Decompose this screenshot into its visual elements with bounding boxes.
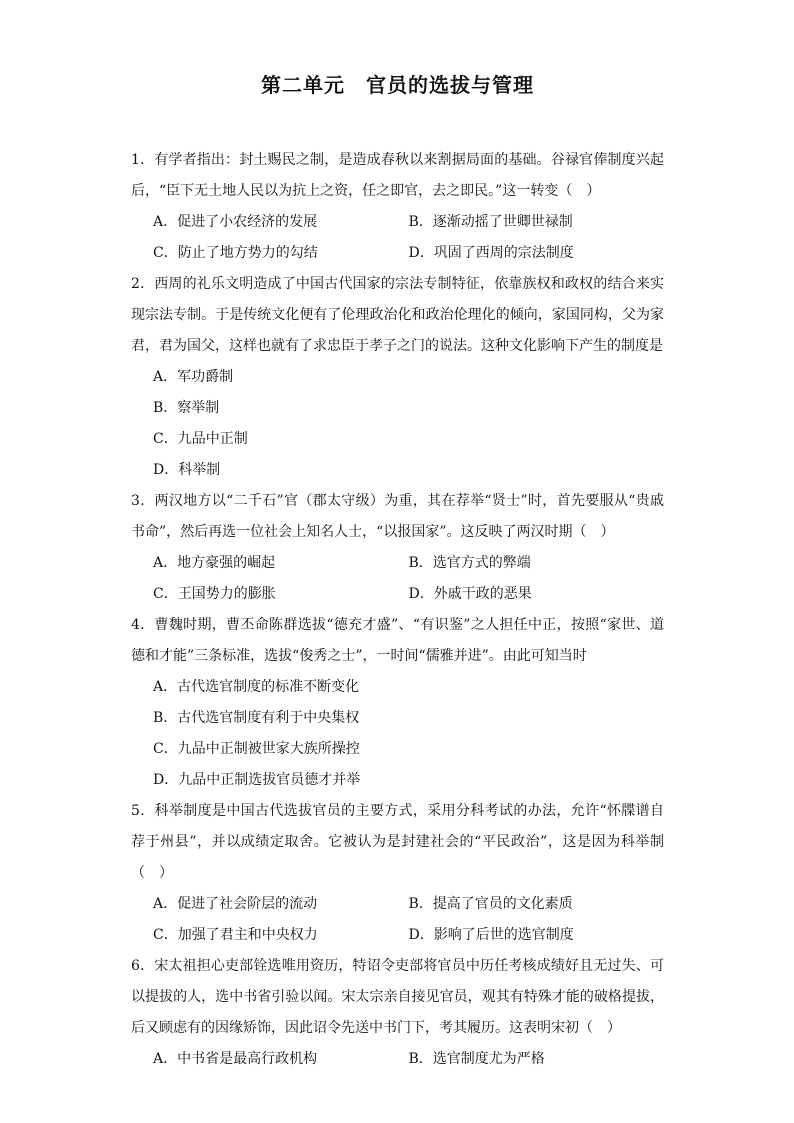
option-c: C．加强了君主和中央权力: [153, 927, 318, 943]
option-b: B．逐渐动摇了世卿世禄制: [408, 214, 573, 230]
option-row: [153, 1044, 664, 1075]
option-b: B．选官制度尤为严格: [408, 1051, 545, 1067]
option-b: B．古代选官制度有利于中央集权: [153, 710, 360, 726]
option-d: D．外戚干政的恶果: [408, 586, 532, 602]
option-row: [153, 207, 664, 238]
option-b: B．提高了官员的文化素质: [408, 896, 573, 912]
option-d: D．科举制: [153, 462, 221, 478]
option-row: [153, 548, 664, 579]
question-2: [131, 269, 664, 486]
option-a: A．促进了社会阶层的流动: [153, 896, 318, 912]
option-c: C．防止了地方势力的勾结: [153, 245, 318, 261]
option-a: A．军功爵制: [153, 369, 234, 385]
question-4: [131, 610, 664, 796]
option-d: D．巩固了西周的宗法制度: [408, 245, 574, 261]
options: [131, 1044, 664, 1075]
option-c: C．九品中正制被世家大族所操控: [153, 741, 360, 757]
option-row: [153, 579, 664, 610]
option-b: B．察举制: [153, 400, 220, 416]
option-a: A．促进了小农经济的发展: [153, 214, 318, 230]
question-stem: 2．西周的礼乐文明造成了中国古代国家的宗法专制特征，依靠族权和政权的结合来实现宗法专制。于是传统文化便有了伦理政治化和政治伦理化的倾向，家国同构，父为家君，君为国父，这样也就有了求忠臣于孝子之门的说法。这种文化影响下产生的制度是: [131, 276, 664, 354]
option-c: C．王国势力的膨胀: [153, 586, 276, 602]
question-stem: 6．宋太祖担心吏部铨选唯用资历，特诏令吏部将官员中历任考核成绩好且无过失、可以提拔的人，选中书省引验以闻。宋太宗亲自接见官员，观其有特殊才能的破格提拔，后又顾虑有的因缘矫饰，因此诏令先送中书门下，考其履历。这表明宋初（ ）: [131, 958, 664, 1036]
option-d: D．九品中正制选拔官员德才并举: [153, 772, 361, 788]
question-3: [131, 486, 664, 610]
option-a: A．地方豪强的崛起: [153, 555, 276, 571]
option-b: B．选官方式的弊端: [408, 555, 531, 571]
question-stem: 5．科举制度是中国古代选拔官员的主要方式，采用分科考试的办法，允许“怀牒谱自荐于州县”，并以成绩定取舍。它被认为是封建社会的“平民政治”，这是因为科举制（ ）: [131, 803, 664, 881]
options: [131, 889, 664, 951]
option-row: [153, 889, 664, 920]
question-stem: 4．曹魏时期，曹丕命陈群选拔“德充才盛”、“有识鉴”之人担任中正，按照“家世、道德和才能”三条标准，选拔“俊秀之士”，一时间“儒雅并进”。由此可知当时: [131, 617, 664, 664]
option-row: [153, 920, 664, 951]
options: [131, 362, 664, 486]
options: [131, 548, 664, 610]
question-stem: 3．两汉地方以“二千石”官（郡太守级）为重，其在荐举“贤士”时，首先要服从“贵戚书命”，然后再选一位社会上知名人士，“以报国家”。这反映了两汉时期（ ）: [131, 493, 664, 540]
option-a: A．中书省是最高行政机构: [153, 1051, 318, 1067]
question-1: [131, 145, 664, 269]
options: [131, 207, 664, 269]
option-row: [153, 238, 664, 269]
option-c: C．九品中正制: [153, 431, 248, 447]
question-6: [131, 951, 664, 1075]
option-a: A．古代选官制度的标准不断变化: [153, 679, 360, 695]
page-title: 第二单元 官员的选拔与管理: [261, 73, 534, 97]
options: [131, 672, 664, 796]
question-stem: 1．有学者指出：封土赐民之制，是造成春秋以来割据局面的基础。谷禄官俸制度兴起后，“臣下无土地人民以为抗上之资，任之即官，去之即民。”这一转变（ ）: [131, 152, 664, 199]
option-d: D．影响了后世的选官制度: [408, 927, 574, 943]
question-5: [131, 796, 664, 951]
